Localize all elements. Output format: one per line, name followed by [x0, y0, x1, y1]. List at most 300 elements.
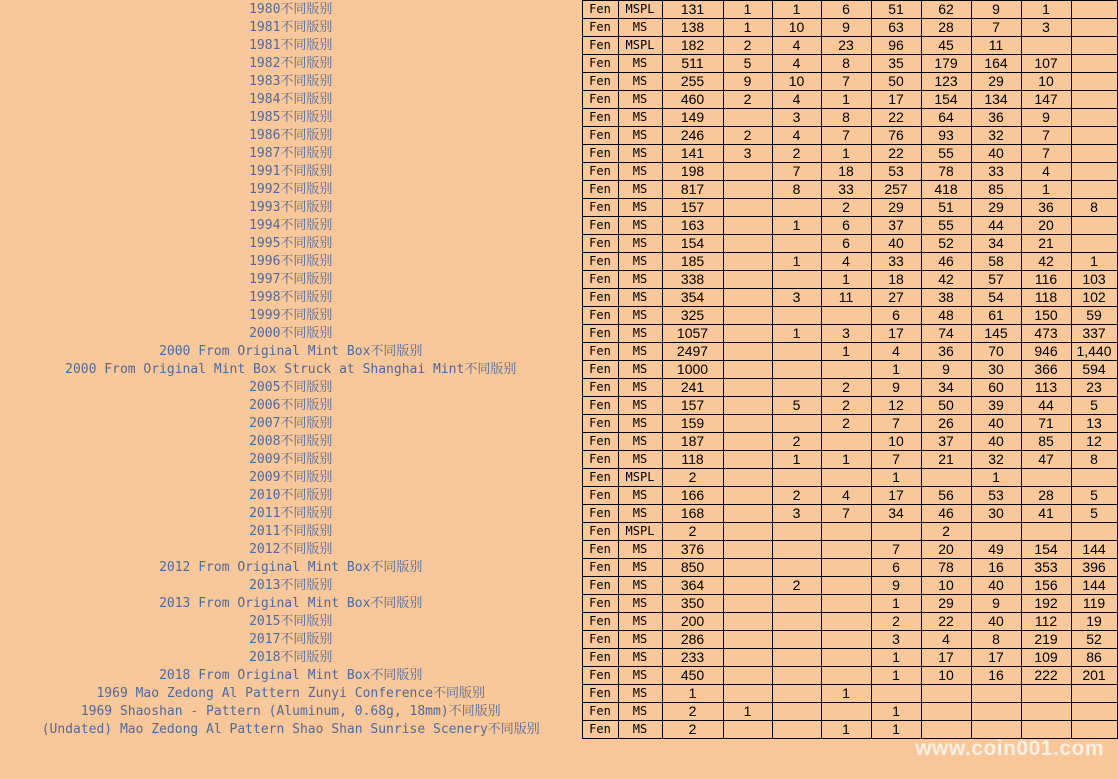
grade-count-cell: 144 [1071, 577, 1117, 595]
grade-count-cell [1071, 163, 1117, 181]
coin-name-cell: 2015不同版别 [0, 613, 582, 631]
grade-count-cell: 154 [921, 91, 971, 109]
grade-count-cell: 30 [971, 505, 1021, 523]
grade-count-cell: 28 [1021, 487, 1071, 505]
denomination-cell: Fen [582, 325, 618, 343]
grade-count-cell [772, 703, 821, 721]
grade-count-cell: 4 [821, 253, 871, 271]
grade-count-cell: 22 [921, 613, 971, 631]
grade-count-cell: 10 [921, 577, 971, 595]
grade-count-cell [723, 433, 772, 451]
grade-count-cell [723, 469, 772, 487]
grade-count-cell: 39 [971, 397, 1021, 415]
grade-count-cell: 23 [821, 37, 871, 55]
grade-count-cell: 19 [1071, 613, 1117, 631]
coin-name-cell: 1993不同版别 [0, 199, 582, 217]
grade-count-cell [723, 505, 772, 523]
grade-count-cell: 4 [1021, 163, 1071, 181]
grade-count-cell [772, 541, 821, 559]
grade-count-cell [821, 541, 871, 559]
grade-count-cell: 17 [871, 91, 921, 109]
coin-name-cell: 2018 From Original Mint Box不同版别 [0, 667, 582, 685]
grade-count-cell: 37 [871, 217, 921, 235]
grade-count-cell: 17 [971, 649, 1021, 667]
grade-count-cell: 1 [723, 703, 772, 721]
grade-count-cell: 9 [871, 379, 921, 397]
grade-count-cell: 7 [1021, 127, 1071, 145]
grade-count-cell: 8 [821, 109, 871, 127]
grade-count-cell: 78 [921, 559, 971, 577]
coin-name-cell: 1996不同版别 [0, 253, 582, 271]
grade-count-cell [1071, 721, 1117, 739]
total-cell: 817 [662, 181, 723, 199]
grade-count-cell [723, 199, 772, 217]
grade-count-cell: 40 [971, 613, 1021, 631]
grade-count-cell: 103 [1071, 271, 1117, 289]
denomination-cell: Fen [582, 577, 618, 595]
grade-count-cell: 60 [971, 379, 1021, 397]
table-row[interactable] [0, 343, 1117, 361]
grade-count-cell [772, 235, 821, 253]
denomination-cell: Fen [582, 541, 618, 559]
grade-count-cell: 29 [971, 73, 1021, 91]
grade-cell: MSPL [618, 523, 662, 541]
grade-cell: MS [618, 397, 662, 415]
coin-name-cell: 2000不同版别 [0, 325, 582, 343]
grade-count-cell: 32 [971, 451, 1021, 469]
table-row[interactable] [0, 685, 1117, 703]
grade-count-cell: 6 [821, 217, 871, 235]
total-cell: 131 [662, 1, 723, 19]
table-row[interactable] [0, 1, 1117, 19]
grade-count-cell [1071, 1, 1117, 19]
grade-count-cell [723, 397, 772, 415]
grade-count-cell: 17 [871, 325, 921, 343]
grade-count-cell: 86 [1071, 649, 1117, 667]
grade-count-cell: 1 [871, 361, 921, 379]
grade-count-cell [1021, 469, 1071, 487]
grade-count-cell [772, 667, 821, 685]
grade-count-cell: 7 [871, 541, 921, 559]
grade-count-cell [772, 469, 821, 487]
grade-count-cell [723, 559, 772, 577]
grade-count-cell [1071, 145, 1117, 163]
grade-count-cell: 36 [971, 109, 1021, 127]
grade-cell: MS [618, 325, 662, 343]
total-cell: 138 [662, 19, 723, 37]
grade-cell: MS [618, 73, 662, 91]
grade-cell: MS [618, 433, 662, 451]
table-row[interactable] [0, 217, 1117, 235]
grade-count-cell: 1 [871, 721, 921, 739]
grade-count-cell: 58 [971, 253, 1021, 271]
total-cell: 157 [662, 199, 723, 217]
table-row[interactable] [0, 559, 1117, 577]
total-cell: 168 [662, 505, 723, 523]
grade-count-cell: 118 [1021, 289, 1071, 307]
grade-count-cell [971, 523, 1021, 541]
grade-count-cell: 8 [1071, 451, 1117, 469]
grade-cell: MS [618, 595, 662, 613]
grade-count-cell: 119 [1071, 595, 1117, 613]
grade-count-cell: 4 [871, 343, 921, 361]
grade-count-cell: 48 [921, 307, 971, 325]
table-row[interactable] [0, 253, 1117, 271]
coin-name-cell: 2000 From Original Mint Box不同版别 [0, 343, 582, 361]
grade-count-cell: 21 [1021, 235, 1071, 253]
grade-count-cell [723, 325, 772, 343]
grade-count-cell [1071, 37, 1117, 55]
grade-cell: MS [618, 631, 662, 649]
table-row[interactable] [0, 325, 1117, 343]
table-row[interactable] [0, 649, 1117, 667]
grade-count-cell: 50 [921, 397, 971, 415]
grade-count-cell [723, 109, 772, 127]
coin-name-cell: 2013 From Original Mint Box不同版别 [0, 595, 582, 613]
grade-count-cell: 1 [971, 469, 1021, 487]
grade-count-cell: 6 [871, 307, 921, 325]
grade-count-cell [723, 451, 772, 469]
grade-count-cell: 9 [971, 1, 1021, 19]
grade-count-cell: 1,440 [1071, 343, 1117, 361]
grade-count-cell: 192 [1021, 595, 1071, 613]
total-cell: 354 [662, 289, 723, 307]
grade-cell: MS [618, 613, 662, 631]
grade-count-cell: 102 [1071, 289, 1117, 307]
table-row[interactable] [0, 505, 1117, 523]
grade-count-cell: 147 [1021, 91, 1071, 109]
coin-name-cell: 2009不同版别 [0, 451, 582, 469]
grade-count-cell: 113 [1021, 379, 1071, 397]
grade-count-cell: 4 [772, 91, 821, 109]
grade-count-cell [1071, 235, 1117, 253]
grade-cell: MS [618, 91, 662, 109]
coin-name-cell: 1997不同版别 [0, 271, 582, 289]
table-row[interactable] [0, 91, 1117, 109]
grade-count-cell: 7 [971, 19, 1021, 37]
coin-name-cell: 1992不同版别 [0, 181, 582, 199]
table-row[interactable] [0, 595, 1117, 613]
grade-count-cell: 1 [871, 667, 921, 685]
table-row[interactable] [0, 703, 1117, 721]
grade-count-cell: 21 [921, 451, 971, 469]
total-cell: 241 [662, 379, 723, 397]
grade-count-cell: 1 [723, 1, 772, 19]
grade-count-cell: 134 [971, 91, 1021, 109]
grade-count-cell: 4 [821, 487, 871, 505]
table-row[interactable] [0, 55, 1117, 73]
grade-count-cell: 18 [821, 163, 871, 181]
coin-name-cell: 2013不同版别 [0, 577, 582, 595]
table-row[interactable] [0, 19, 1117, 37]
grade-count-cell [772, 721, 821, 739]
coin-name-cell: 2008不同版别 [0, 433, 582, 451]
grade-count-cell: 8 [821, 55, 871, 73]
grade-count-cell: 34 [871, 505, 921, 523]
grade-count-cell: 40 [971, 415, 1021, 433]
grade-count-cell: 1 [1021, 1, 1071, 19]
grade-count-cell: 2 [772, 577, 821, 595]
grade-count-cell: 6 [821, 1, 871, 19]
grade-count-cell: 9 [1021, 109, 1071, 127]
grade-count-cell: 1 [772, 325, 821, 343]
table-row[interactable] [0, 289, 1117, 307]
coin-name-cell: 1980不同版别 [0, 1, 582, 19]
grade-count-cell: 52 [921, 235, 971, 253]
grade-count-cell: 16 [971, 667, 1021, 685]
grade-count-cell [821, 595, 871, 613]
grade-cell: MS [618, 253, 662, 271]
total-cell: 850 [662, 559, 723, 577]
table-row[interactable] [0, 577, 1117, 595]
grade-count-cell [723, 343, 772, 361]
table-row[interactable] [0, 451, 1117, 469]
grade-count-cell: 38 [921, 289, 971, 307]
grade-count-cell: 4 [772, 127, 821, 145]
grade-count-cell: 13 [1071, 415, 1117, 433]
grade-count-cell: 257 [871, 181, 921, 199]
grade-count-cell [821, 577, 871, 595]
total-cell: 2 [662, 523, 723, 541]
grade-cell: MS [618, 235, 662, 253]
denomination-cell: Fen [582, 235, 618, 253]
grade-count-cell [821, 469, 871, 487]
grade-count-cell: 34 [971, 235, 1021, 253]
denomination-cell: Fen [582, 415, 618, 433]
total-cell: 233 [662, 649, 723, 667]
grade-count-cell: 42 [921, 271, 971, 289]
denomination-cell: Fen [582, 505, 618, 523]
table-row[interactable] [0, 433, 1117, 451]
table-row[interactable] [0, 307, 1117, 325]
grade-count-cell: 35 [871, 55, 921, 73]
coin-name-cell: 2012 From Original Mint Box不同版别 [0, 559, 582, 577]
grade-count-cell: 41 [1021, 505, 1071, 523]
grade-count-cell: 7 [1021, 145, 1071, 163]
coin-name-cell: (Undated) Mao Zedong Al Pattern Shao Shan Sunrise Scenery不同版别 [0, 721, 582, 739]
total-cell: 338 [662, 271, 723, 289]
coin-name-cell: 1998不同版别 [0, 289, 582, 307]
grade-count-cell: 7 [821, 127, 871, 145]
table-row[interactable] [0, 397, 1117, 415]
grade-count-cell: 11 [821, 289, 871, 307]
grade-count-cell: 55 [921, 217, 971, 235]
grade-count-cell: 32 [971, 127, 1021, 145]
grade-count-cell [871, 685, 921, 703]
table-row[interactable] [0, 541, 1117, 559]
grade-count-cell [821, 523, 871, 541]
table-row[interactable] [0, 235, 1117, 253]
table-row[interactable] [0, 271, 1117, 289]
grade-count-cell [1071, 19, 1117, 37]
grade-count-cell [723, 595, 772, 613]
grade-count-cell: 222 [1021, 667, 1071, 685]
grade-cell: MS [618, 145, 662, 163]
grade-count-cell [1071, 181, 1117, 199]
table-row[interactable] [0, 73, 1117, 91]
table-body [0, 1, 1117, 739]
total-cell: 511 [662, 55, 723, 73]
grade-count-cell [1071, 73, 1117, 91]
grade-count-cell: 9 [821, 19, 871, 37]
table-row[interactable] [0, 613, 1117, 631]
grade-cell: MS [618, 343, 662, 361]
coin-name-cell: 2017不同版别 [0, 631, 582, 649]
total-cell: 255 [662, 73, 723, 91]
coin-name-cell: 1982不同版别 [0, 55, 582, 73]
table-row[interactable] [0, 163, 1117, 181]
denomination-cell: Fen [582, 217, 618, 235]
grade-count-cell: 150 [1021, 307, 1071, 325]
grade-cell: MS [618, 127, 662, 145]
denomination-cell: Fen [582, 127, 618, 145]
grade-count-cell: 53 [871, 163, 921, 181]
grade-count-cell: 33 [871, 253, 921, 271]
grade-count-cell: 1 [772, 217, 821, 235]
grade-count-cell [723, 253, 772, 271]
grade-count-cell [1021, 685, 1071, 703]
table-row[interactable] [0, 199, 1117, 217]
grade-count-cell [723, 667, 772, 685]
grade-count-cell [723, 523, 772, 541]
denomination-cell: Fen [582, 253, 618, 271]
coin-name-cell: 2009不同版别 [0, 469, 582, 487]
table-row[interactable] [0, 181, 1117, 199]
grade-cell: MS [618, 487, 662, 505]
grade-count-cell: 1 [821, 685, 871, 703]
coin-name-cell: 2011不同版别 [0, 523, 582, 541]
grade-cell: MS [618, 577, 662, 595]
grade-count-cell: 44 [1021, 397, 1071, 415]
grade-count-cell [723, 217, 772, 235]
grade-count-cell: 156 [1021, 577, 1071, 595]
total-cell: 198 [662, 163, 723, 181]
table-row[interactable] [0, 631, 1117, 649]
table-row[interactable] [0, 469, 1117, 487]
table-row[interactable] [0, 667, 1117, 685]
grade-count-cell [772, 271, 821, 289]
table-row[interactable] [0, 487, 1117, 505]
grade-cell: MS [618, 451, 662, 469]
grade-count-cell: 9 [871, 577, 921, 595]
coin-name-cell: 1985不同版别 [0, 109, 582, 127]
grade-count-cell [921, 703, 971, 721]
grade-count-cell: 1 [772, 1, 821, 19]
grade-count-cell: 2 [921, 523, 971, 541]
table-row[interactable] [0, 127, 1117, 145]
grade-cell: MS [618, 181, 662, 199]
grade-count-cell: 10 [1021, 73, 1071, 91]
grade-count-cell: 59 [1071, 307, 1117, 325]
total-cell: 2 [662, 721, 723, 739]
grade-count-cell: 107 [1021, 55, 1071, 73]
grade-count-cell: 946 [1021, 343, 1071, 361]
grade-count-cell: 93 [921, 127, 971, 145]
grade-count-cell [772, 559, 821, 577]
table-row[interactable] [0, 721, 1117, 739]
denomination-cell: Fen [582, 109, 618, 127]
grade-count-cell: 3 [772, 505, 821, 523]
grade-count-cell: 2 [723, 91, 772, 109]
denomination-cell: Fen [582, 559, 618, 577]
table-row[interactable] [0, 523, 1117, 541]
total-cell: 2497 [662, 343, 723, 361]
grade-cell: MS [618, 721, 662, 739]
grade-count-cell: 40 [971, 145, 1021, 163]
grade-count-cell: 78 [921, 163, 971, 181]
grade-count-cell: 40 [971, 433, 1021, 451]
grade-count-cell [1071, 469, 1117, 487]
grade-count-cell [772, 595, 821, 613]
grade-count-cell: 418 [921, 181, 971, 199]
grade-cell: MS [618, 703, 662, 721]
grade-count-cell: 144 [1071, 541, 1117, 559]
grade-count-cell: 2 [723, 127, 772, 145]
total-cell: 364 [662, 577, 723, 595]
grade-count-cell: 49 [971, 541, 1021, 559]
coin-name-cell: 1995不同版别 [0, 235, 582, 253]
table-row[interactable] [0, 109, 1117, 127]
grade-cell: MS [618, 541, 662, 559]
grade-count-cell: 30 [971, 361, 1021, 379]
grade-count-cell [921, 469, 971, 487]
grade-count-cell: 2 [821, 379, 871, 397]
grade-count-cell: 1 [871, 649, 921, 667]
grade-count-cell: 9 [723, 73, 772, 91]
denomination-cell: Fen [582, 19, 618, 37]
grade-count-cell: 10 [871, 433, 921, 451]
grade-count-cell: 1 [871, 469, 921, 487]
grade-count-cell: 29 [971, 199, 1021, 217]
grade-count-cell: 2 [821, 397, 871, 415]
grade-cell: MS [618, 361, 662, 379]
table-row[interactable] [0, 145, 1117, 163]
denomination-cell: Fen [582, 361, 618, 379]
denomination-cell: Fen [582, 289, 618, 307]
coin-name-cell: 1969 Shaoshan - Pattern (Aluminum, 0.68g, 18mm)不同版别 [0, 703, 582, 721]
grade-count-cell: 4 [921, 631, 971, 649]
table-row[interactable] [0, 415, 1117, 433]
table-row[interactable] [0, 361, 1117, 379]
grade-count-cell [821, 307, 871, 325]
grade-count-cell: 179 [921, 55, 971, 73]
grade-count-cell: 1 [821, 343, 871, 361]
grade-cell: MSPL [618, 37, 662, 55]
grade-count-cell: 85 [971, 181, 1021, 199]
denomination-cell: Fen [582, 379, 618, 397]
grade-count-cell: 2 [821, 415, 871, 433]
grade-count-cell: 26 [921, 415, 971, 433]
grade-count-cell: 1 [723, 19, 772, 37]
grade-count-cell: 109 [1021, 649, 1071, 667]
total-cell: 154 [662, 235, 723, 253]
grade-count-cell: 20 [921, 541, 971, 559]
grade-cell: MS [618, 199, 662, 217]
table-row[interactable] [0, 37, 1117, 55]
grade-count-cell: 2 [772, 433, 821, 451]
coin-name-cell: 2018不同版别 [0, 649, 582, 667]
table-row[interactable] [0, 379, 1117, 397]
grade-count-cell: 1 [871, 595, 921, 613]
grade-count-cell: 201 [1071, 667, 1117, 685]
grade-count-cell [821, 703, 871, 721]
grade-count-cell: 3 [821, 325, 871, 343]
denomination-cell: Fen [582, 613, 618, 631]
grade-count-cell: 219 [1021, 631, 1071, 649]
grade-count-cell: 123 [921, 73, 971, 91]
coin-name-cell: 2000 From Original Mint Box Struck at Shanghai Mint不同版别 [0, 361, 582, 379]
grade-count-cell [723, 415, 772, 433]
